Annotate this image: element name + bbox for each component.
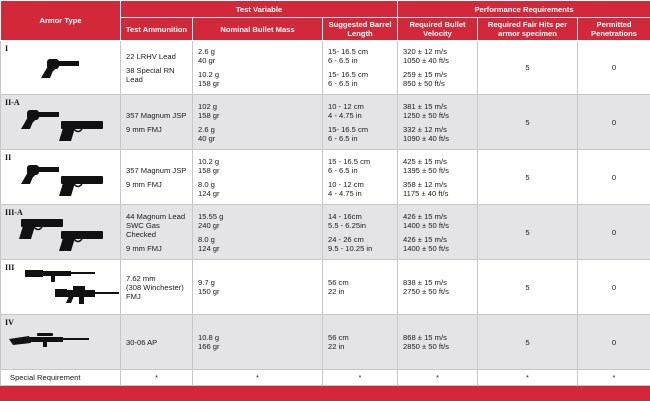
value-entry	[328, 212, 392, 230]
value-line: 24 - 26 cm	[328, 234, 364, 244]
value-entry	[328, 180, 392, 198]
value-line: 38 Special RN Lead	[126, 65, 175, 84]
value-line: 10.8 g	[198, 333, 220, 342]
value-entry	[403, 102, 472, 120]
test-variable-header: Test Variable	[121, 1, 398, 18]
test-ammunition-cell	[121, 150, 193, 205]
bullet-velocity-cell	[398, 95, 478, 150]
value-line: 4 - 4.75 in	[328, 188, 362, 198]
value-line: 357 Magnum JSP	[126, 110, 187, 120]
value-line: 426 ± 15 m/s	[403, 234, 447, 244]
value-line: 358 ± 12 m/s	[403, 179, 447, 189]
pistol-icon	[55, 229, 105, 253]
value-line: 240 gr	[198, 220, 220, 230]
value-entry	[126, 66, 187, 84]
value-line: 8.0 g	[198, 179, 215, 189]
value-entry	[328, 47, 392, 65]
sniper-rifle-icon	[9, 333, 89, 349]
value-line: 2850 ± 50 ft/s	[403, 342, 449, 351]
required-bullet-velocity-header: Required Bullet Velocity	[398, 18, 478, 41]
value-line: 166 gr	[198, 342, 220, 351]
value-line: 2750 ± 50 ft/s	[403, 287, 449, 296]
penetrations-cell: 0	[578, 315, 650, 370]
bullet-mass-cell	[193, 41, 323, 95]
pistol-icon	[55, 119, 105, 143]
performance-requirements-header: Performance Requirements	[398, 1, 650, 18]
value-line: 150 gr	[198, 287, 220, 296]
value-line: 1050 ± 40 ft/s	[403, 56, 449, 65]
value-line: 1400 ± 50 ft/s	[403, 220, 449, 230]
bullet-mass-cell	[193, 260, 323, 315]
value-entry	[328, 333, 392, 351]
nominal-bullet-mass-header: Nominal Bullet Mass	[193, 18, 323, 41]
test-ammunition-cell	[121, 315, 193, 370]
value-line: 357 Magnum JSP	[126, 165, 187, 175]
value-line: 10.2 g	[198, 156, 220, 166]
value-line: 56 cm	[328, 278, 349, 287]
value-line: 6 - 6.5 in	[328, 165, 358, 175]
value-line: 102 g	[198, 101, 218, 111]
value-line: 320 ± 12 m/s	[403, 47, 447, 56]
value-line: 40 gr	[198, 133, 216, 143]
value-line: 425 ± 15 m/s	[403, 156, 447, 166]
armor-level-row	[1, 205, 650, 260]
value-entry	[126, 180, 187, 189]
barrel-length-cell	[323, 41, 398, 95]
armor-level-label: II-A	[5, 98, 20, 107]
armor-level-label: II	[5, 153, 12, 162]
value-entry	[198, 47, 317, 65]
bullet-velocity-cell	[398, 260, 478, 315]
value-entry	[198, 235, 317, 253]
bullet-mass-cell	[193, 205, 323, 260]
value-line: 44 Magnum Lead	[126, 211, 186, 221]
penetrations-cell: 0	[578, 205, 650, 260]
value-entry	[198, 180, 317, 198]
value-line: SWC Gas Checked	[126, 220, 160, 239]
test-ammunition-cell	[121, 260, 193, 315]
armor-level-row	[1, 95, 650, 150]
value-entry	[403, 47, 472, 65]
value-entry	[198, 125, 317, 143]
armor-level-cell	[1, 41, 121, 95]
test-ammunition-header: Test Ammunition	[121, 18, 193, 41]
value-line: 14 - 16cm	[328, 211, 362, 221]
value-entry	[403, 235, 472, 253]
value-line: 259 ± 15 m/s	[403, 70, 447, 79]
barrel-length-cell	[323, 315, 398, 370]
penetrations-cell: 0	[578, 260, 650, 315]
value-line: 1090 ± 40 ft/s	[403, 133, 449, 143]
armor-type-header: Armor Type	[1, 1, 121, 41]
value-line: 9 mm FMJ	[126, 179, 162, 189]
bullet-velocity-cell	[398, 150, 478, 205]
armor-rows	[1, 41, 650, 370]
value-entry	[328, 278, 392, 296]
value-line: 381 ± 15 m/s	[403, 101, 447, 111]
value-line: (308 Winchester) FMJ	[126, 282, 184, 301]
armor-level-row	[1, 260, 650, 315]
value-entry	[328, 70, 392, 88]
bottom-red-bar	[0, 386, 650, 401]
test-ammunition-cell	[121, 205, 193, 260]
test-ammunition-cell	[121, 95, 193, 150]
bullet-mass-cell	[193, 315, 323, 370]
value-entry	[126, 274, 187, 301]
value-line: 158 gr	[198, 110, 220, 120]
special-mark: *	[121, 370, 193, 386]
value-line: 22 in	[328, 342, 345, 351]
value-entry	[126, 244, 187, 253]
special-mark: *	[323, 370, 398, 386]
value-entry	[198, 157, 317, 175]
suggested-barrel-length-header: Suggested Barrel Length	[323, 18, 398, 41]
value-line: 850 ± 50 ft/s	[403, 79, 445, 88]
value-entry	[403, 180, 472, 198]
value-line: 124 gr	[198, 243, 220, 253]
value-entry	[198, 278, 317, 296]
armor-level-label: IV	[5, 318, 14, 327]
armor-level-cell	[1, 150, 121, 205]
value-line: 8.0 g	[198, 234, 215, 244]
bullet-velocity-cell	[398, 41, 478, 95]
value-line: 9.7 g	[198, 278, 215, 287]
value-line: 1400 ± 50 ft/s	[403, 243, 449, 253]
value-line: 6 - 6.5 in	[328, 56, 358, 65]
value-line: 2.6 g	[198, 124, 215, 134]
barrel-length-cell	[323, 205, 398, 260]
value-entry	[403, 212, 472, 230]
value-entry	[198, 333, 317, 351]
barrel-length-cell	[323, 150, 398, 205]
value-line: 56 cm	[328, 333, 349, 342]
value-line: 10 - 12 cm	[328, 179, 364, 189]
value-line: 22 in	[328, 287, 345, 296]
fair-hits-cell: 5	[478, 205, 578, 260]
value-line: 4 - 4.75 in	[328, 110, 362, 120]
value-line: 158 gr	[198, 79, 220, 88]
value-line: 15.55 g	[198, 211, 224, 221]
fair-hits-cell: 5	[478, 95, 578, 150]
armor-level-cell	[1, 95, 121, 150]
assault-rifle-icon	[55, 286, 119, 306]
special-mark: *	[193, 370, 323, 386]
value-entry	[198, 102, 317, 120]
value-line: 9 mm FMJ	[126, 124, 162, 134]
value-line: 30-06 AP	[126, 337, 158, 347]
value-line: 15- 16.5 cm	[328, 70, 369, 79]
value-line: 6 - 6.5 in	[328, 133, 358, 143]
value-line: 838 ± 15 m/s	[403, 278, 447, 287]
value-line: 158 gr	[198, 165, 220, 175]
fair-hits-cell: 5	[478, 260, 578, 315]
bullet-mass-cell	[193, 150, 323, 205]
value-line: 868 ± 15 m/s	[403, 333, 447, 342]
armor-level-row	[1, 150, 650, 205]
value-entry	[328, 102, 392, 120]
barrel-length-cell	[323, 260, 398, 315]
value-line: 332 ± 12 m/s	[403, 124, 447, 134]
value-entry	[403, 125, 472, 143]
value-line: 2.6 g	[198, 47, 215, 56]
value-line: 426 ± 15 m/s	[403, 211, 447, 221]
value-entry	[126, 125, 187, 134]
permitted-penetrations-header: Permitted Penetrations	[578, 18, 650, 41]
value-line: 15- 16.5 cm	[328, 124, 369, 134]
armor-level-row	[1, 41, 650, 95]
value-entry	[126, 338, 187, 347]
armor-level-label: I	[5, 44, 9, 53]
value-line: 7.62 mm	[126, 273, 156, 283]
value-entry	[126, 212, 187, 239]
value-entry	[126, 111, 187, 120]
fair-hits-cell: 5	[478, 41, 578, 95]
value-entry	[403, 70, 472, 88]
value-line: 9 mm FMJ	[126, 243, 162, 253]
value-entry	[328, 157, 392, 175]
value-entry	[126, 166, 187, 175]
special-mark: *	[578, 370, 650, 386]
value-entry	[403, 333, 472, 351]
value-entry	[328, 125, 392, 143]
value-entry	[328, 235, 392, 253]
value-line: 9.5 - 10.25 in	[328, 243, 373, 253]
armor-level-cell	[1, 205, 121, 260]
armor-level-row	[1, 315, 650, 370]
value-line: 22 LRHV Lead	[126, 51, 176, 61]
value-entry	[403, 157, 472, 175]
value-entry	[126, 52, 187, 61]
rifle-icon	[25, 268, 95, 284]
bullet-mass-cell	[193, 95, 323, 150]
value-line: 5.5 - 6.25in	[328, 220, 366, 230]
value-line: 10 - 12 cm	[328, 101, 364, 111]
value-line: 10.2 g	[198, 70, 220, 79]
armor-level-label: III	[5, 263, 15, 272]
fair-hits-cell: 5	[478, 315, 578, 370]
value-line: 124 gr	[198, 188, 220, 198]
bullet-velocity-cell	[398, 315, 478, 370]
special-requirement-row	[1, 370, 650, 386]
barrel-length-cell	[323, 95, 398, 150]
fair-hits-cell: 5	[478, 150, 578, 205]
special-mark: *	[478, 370, 578, 386]
armor-level-cell	[1, 260, 121, 315]
penetrations-cell: 0	[578, 150, 650, 205]
value-line: 40 gr	[198, 56, 216, 65]
revolver-icon	[35, 56, 81, 80]
required-fair-hits-header: Required Fair Hits per armor specimen	[478, 18, 578, 41]
value-line: 15 - 16.5 cm	[328, 156, 371, 166]
test-ammunition-cell	[121, 41, 193, 95]
value-line: 1175 ± 40 ft/s	[403, 188, 449, 198]
value-line: 6 - 6.5 in	[328, 79, 358, 88]
armor-level-cell	[1, 315, 121, 370]
value-entry	[403, 278, 472, 296]
special-mark: *	[398, 370, 478, 386]
pistol-icon	[55, 174, 105, 198]
penetrations-cell: 0	[578, 41, 650, 95]
special-requirement-label: Special Requirement	[1, 370, 121, 386]
value-line: 15- 16.5 cm	[328, 47, 369, 56]
penetrations-cell: 0	[578, 95, 650, 150]
value-entry	[198, 70, 317, 88]
value-line: 1395 ± 50 ft/s	[403, 165, 449, 175]
armor-level-label: III-A	[5, 208, 23, 217]
value-entry	[198, 212, 317, 230]
value-line: 1250 ± 50 ft/s	[403, 110, 449, 120]
bullet-velocity-cell	[398, 205, 478, 260]
